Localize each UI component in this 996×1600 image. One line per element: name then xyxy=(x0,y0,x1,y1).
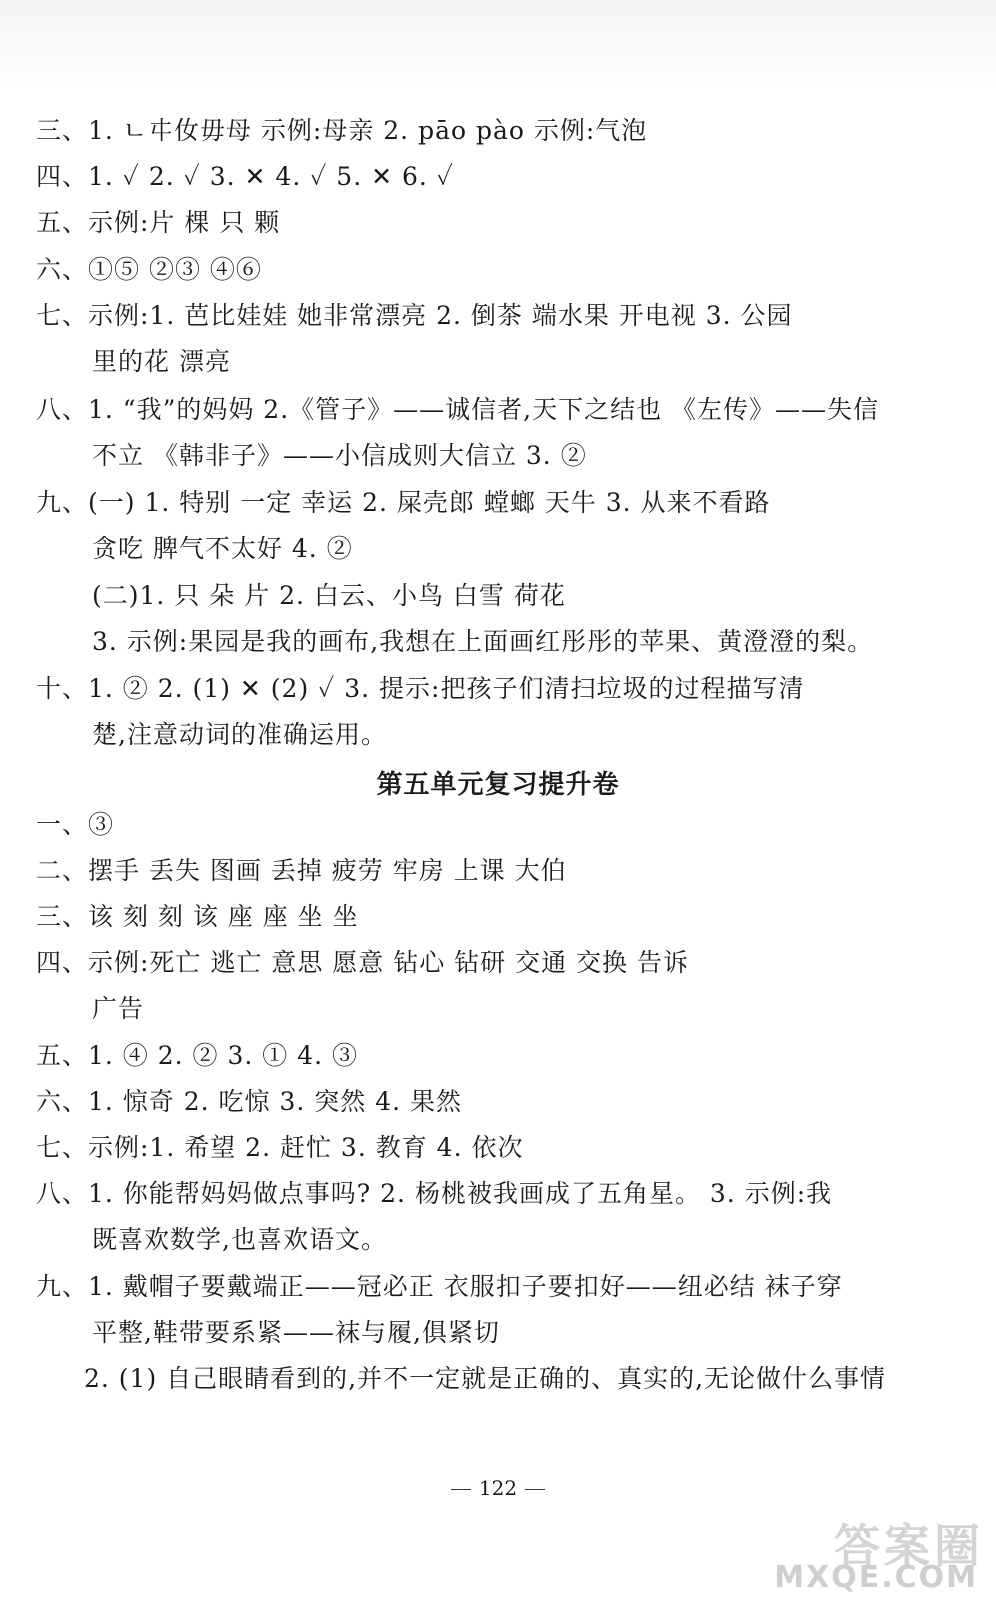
watermark-logo-text: 答案圈 xyxy=(834,1519,984,1573)
unit5-line-8: 八、1. 你能帮妈妈做点事吗? 2. 杨桃被我画成了五角星。 3. 示例:我 xyxy=(36,1179,833,1208)
unit5-line-9-q2: 2. (1) 自己眼睛看到的,并不一定就是正确的、真实的,无论做什么事情 xyxy=(84,1364,887,1393)
answer-line-4: 四、1. ✓ 2. ✓ 3. ✕ 4. ✓ 5. ✕ 6. ✓ xyxy=(36,162,454,191)
unit5-line-9: 九、1. 戴帽子要戴端正——冠必正 衣服扣子要扣好——纽必结 袜子穿 xyxy=(36,1272,843,1301)
answer-line-8-cont: 不立 《韩非子》——小信成则大信立 3. ② xyxy=(92,441,587,470)
answer-line-8: 八、1. “我”的妈妈 2.《管子》——诚信者,天下之结也 《左传》——失信 xyxy=(36,395,880,424)
answer-line-10: 十、1. ② 2. (1) ✕ (2) ✓ 3. 提示:把孩子们清扫垃圾的过程描写清 xyxy=(36,674,805,703)
section-heading: 第五单元复习提升卷 xyxy=(376,770,620,800)
answer-line-3: 三、1. ㄴ㐄㚢毋母 示例:母亲 2. pāo pào 示例:气泡 xyxy=(36,116,648,145)
unit5-line-5: 五、1. ④ 2. ② 3. ① 4. ③ xyxy=(36,1041,359,1070)
answer-line-10-cont: 楚,注意动词的准确运用。 xyxy=(92,720,387,749)
unit5-line-1: 一、③ xyxy=(36,810,115,839)
unit5-line-3: 三、该 刻 刻 该 座 座 坐 坐 xyxy=(36,902,359,931)
answer-line-9-part2-q3: 3. 示例:果园是我的画布,我想在上面画红彤彤的苹果、黄澄澄的梨。 xyxy=(92,627,874,656)
unit5-line-4-cont: 广告 xyxy=(92,994,145,1023)
answer-line-9-cont: 贪吃 脾气不太好 4. ② xyxy=(92,534,353,563)
answer-line-7-cont: 里的花 漂亮 xyxy=(92,347,231,376)
watermark-url: MXQE.COM xyxy=(774,1560,978,1595)
unit5-line-4: 四、示例:死亡 逃亡 意思 愿意 钻心 钻研 交通 交换 告诉 xyxy=(36,948,689,977)
unit5-line-9-cont: 平整,鞋带要系紧——袜与履,俱紧切 xyxy=(92,1318,500,1347)
watermark-logo xyxy=(764,1510,984,1595)
unit5-line-2: 二、摆手 丢失 图画 丢掉 疲劳 牢房 上课 大伯 xyxy=(36,856,567,885)
answer-line-6: 六、①⑤ ②③ ④⑥ xyxy=(36,255,262,284)
page-number xyxy=(0,1476,996,1500)
answer-line-9: 九、(一) 1. 特别 一定 幸运 2. 屎壳郎 螳螂 天牛 3. 从来不看路 xyxy=(36,488,771,517)
page-number-text: 122 xyxy=(478,1476,518,1500)
answer-line-7: 七、示例:1. 芭比娃娃 她非常漂亮 2. 倒茶 端水果 开电视 3. 公园 xyxy=(36,301,793,330)
unit5-line-8-cont: 既喜欢数学,也喜欢语文。 xyxy=(92,1225,387,1254)
top-shade xyxy=(0,0,996,90)
page-number-dash-right xyxy=(525,1489,545,1490)
unit5-line-6: 六、1. 惊奇 2. 吃惊 3. 突然 4. 果然 xyxy=(36,1087,463,1116)
answer-line-5: 五、示例:片 棵 只 颗 xyxy=(36,208,281,237)
unit5-line-7: 七、示例:1. 希望 2. 赶忙 3. 教育 4. 依次 xyxy=(36,1133,524,1162)
answer-line-9-part2: (二)1. 只 朵 片 2. 白云、小鸟 白雪 荷花 xyxy=(92,581,566,610)
page-number-dash-left xyxy=(451,1489,471,1490)
